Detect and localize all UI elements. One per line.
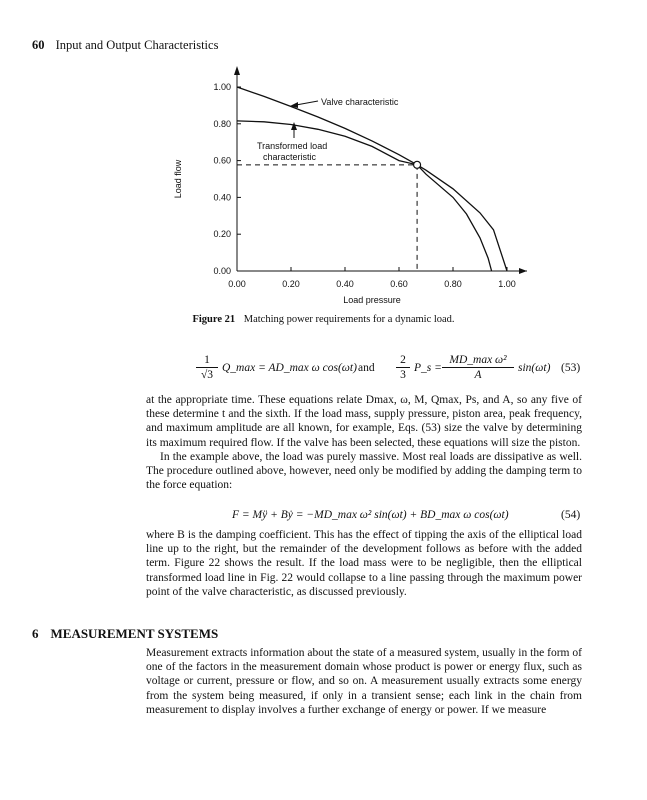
eq53-frac-1-den: √3 xyxy=(200,369,214,381)
paragraph-2-text: In the example above, the load was purely massive. Most real loads are dissipative as well. The procedure outlined above, however, need only be modified by adding the damping term to the force equation: xyxy=(146,450,582,492)
y-tick-label: 0.00 xyxy=(213,266,231,276)
section-number: 6 xyxy=(32,626,39,641)
x-axis-arrow xyxy=(519,268,527,274)
y-tick-label: 1.00 xyxy=(213,82,231,92)
load-annotation-label-2: characteristic xyxy=(263,152,317,162)
eq53-frac-1 xyxy=(196,354,218,382)
figure-caption-text: Matching power requirements for a dynamic load. xyxy=(243,314,455,325)
eq54-text: F = Mÿ + Bẏ = −MD_max ω² sin(ωt) + BD_max ω cos(ωt) xyxy=(232,509,509,521)
x-tick-label: 0.20 xyxy=(282,279,300,289)
page-number: 60 xyxy=(32,38,45,52)
section-title: MEASUREMENT SYSTEMS xyxy=(50,626,219,641)
y-tick-label: 0.80 xyxy=(213,118,231,129)
figure-label: Figure 21 xyxy=(192,314,236,325)
equation-53 xyxy=(0,352,647,388)
x-tick-label: 0.80 xyxy=(444,279,462,289)
y-tick-label: 0.20 xyxy=(213,229,231,240)
x-tick-label: 1.00 xyxy=(498,279,516,289)
figure-caption xyxy=(0,314,647,325)
eq53-left-rest: Q_max = AD_max ω cos(ωt) xyxy=(222,362,357,374)
y-axis-arrow xyxy=(234,66,240,75)
eq53-ps: P_s = xyxy=(414,362,442,374)
y-axis-label: Load flow xyxy=(173,159,183,199)
paragraph-3-text: where B is the damping coefficient. This has the effect of tipping the axis of the elliptical load line up to the right, but the remainder of the development follows as before with the added term. Figure 22 shows the result. If the load mass were to be negligible, then the elliptical transformed load line in Fig. 22 would collapse to a line passing through the maximum power point of the valve characteristic, as discussed previously. xyxy=(146,529,582,598)
eq53-frac-3-den: A xyxy=(474,369,482,381)
eq53-frac-3-num: MD_max ω² xyxy=(442,354,514,368)
eq54-number: (54) xyxy=(561,509,581,521)
eq53-frac-2 xyxy=(396,354,410,382)
eq53-frac-1-num: 1 xyxy=(196,354,218,368)
figure-21-chart xyxy=(0,0,647,330)
y-tick-label: 0.40 xyxy=(213,192,231,203)
paragraph-4 xyxy=(146,646,582,717)
eq53-number: (53) xyxy=(561,362,581,374)
x-tick-label: 0.40 xyxy=(336,279,354,289)
eq53-frac-2-den: 3 xyxy=(400,369,406,381)
valve-annotation-label: Valve characteristic xyxy=(321,97,399,107)
section-heading xyxy=(32,626,230,642)
eq53-and: and xyxy=(358,362,375,374)
eq53-right-rest: sin(ωt) xyxy=(518,362,551,374)
paragraph-1 xyxy=(146,393,582,492)
y-tick-label: 0.60 xyxy=(213,155,231,166)
paragraph-4-text: Measurement extracts information about the state of a measured system, usually in the form of one of the factors in the measurement domain whose product is power or energy flux, such as voltage or current, pressure or flow, and so on. A measurement usually extracts some energy from the system being measured, if only in a transient sense; each link in the chain from measurement to display involves a further exchange of energy or power. If we measure xyxy=(146,647,582,716)
load-annotation-label-1: Transformed load xyxy=(257,141,328,151)
eq53-frac-3 xyxy=(442,354,514,382)
x-tick-label: 0.00 xyxy=(228,279,246,289)
valve-characteristic-curve xyxy=(237,87,507,271)
x-tick-label: 0.60 xyxy=(390,279,408,289)
paragraph-1-text: at the appropriate time. These equations relate Dmax, ω, M, Qmax, Ps, and A, so any five of these determine t and the sixth. If the load mass, supply pressure, piston area, peak frequency, and maximum amplitude are all known, for example, Eqs. (53) size the valve by determining its maximum required flow. If the valve has been selected, these equations will size the piston. xyxy=(146,394,582,449)
eq53-frac-2-num: 2 xyxy=(396,354,410,368)
operating-point xyxy=(414,161,421,168)
paragraph-3 xyxy=(146,528,582,599)
valve-annotation-leader xyxy=(296,101,318,105)
x-axis-label: Load pressure xyxy=(343,295,401,305)
running-title: Input and Output Characteristics xyxy=(55,38,219,52)
